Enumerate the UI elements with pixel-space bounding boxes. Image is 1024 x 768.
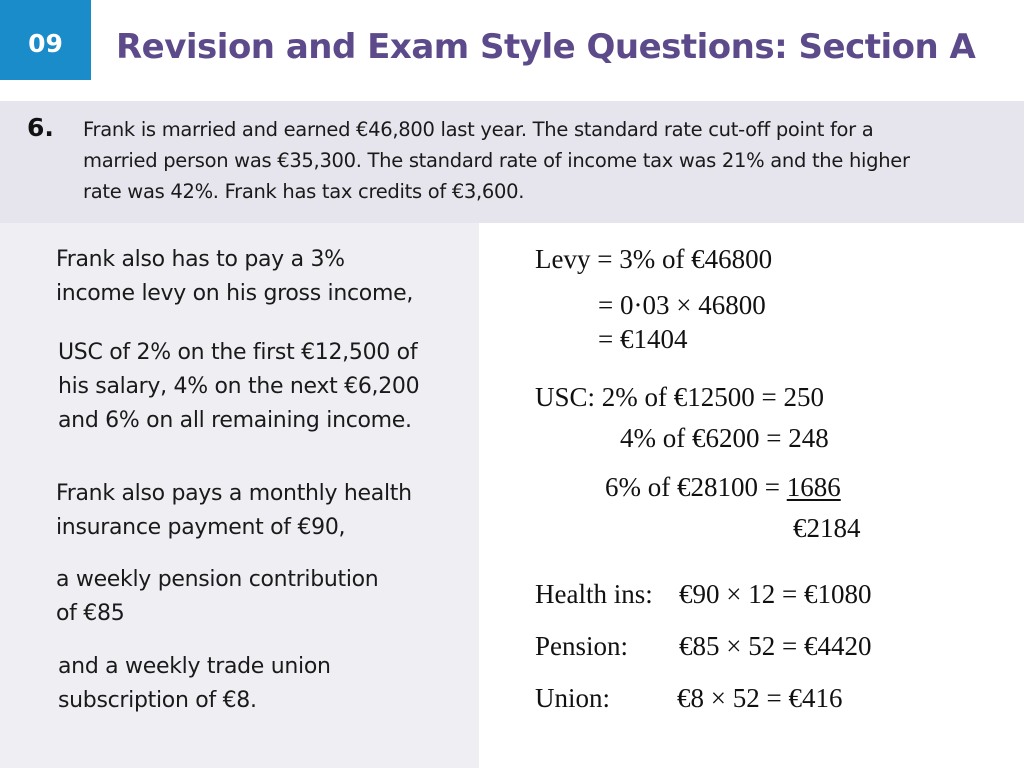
section-number: 09 bbox=[28, 28, 63, 58]
levy-note-line: Frank also has to pay a 3% bbox=[56, 247, 345, 272]
health-note-line: insurance payment of €90, bbox=[56, 515, 346, 540]
pension-label: Pension: bbox=[535, 631, 629, 661]
question-line: married person was €35,300. The standard rate of income tax was 21% and the higher bbox=[83, 149, 910, 172]
question-line: Frank is married and earned €46,800 last year. The standard rate cut-off point for a bbox=[83, 118, 874, 141]
usc-line-3-value: 1686 bbox=[786, 472, 841, 502]
union-note bbox=[58, 650, 331, 718]
usc-line-2: 4% of €6200 = 248 bbox=[620, 423, 829, 453]
usc-note-line: USC of 2% on the first €12,500 of bbox=[58, 340, 418, 365]
union-label: Union: bbox=[535, 683, 611, 713]
levy-line-2: = 0·03 × 46800 bbox=[598, 290, 766, 320]
question-text bbox=[83, 114, 993, 207]
levy-line-1: Levy = 3% of €46800 bbox=[535, 244, 773, 274]
health-label: Health ins: bbox=[535, 579, 653, 609]
health-note bbox=[56, 477, 412, 545]
levy-note bbox=[56, 243, 413, 311]
pension-note-line: a weekly pension contribution bbox=[56, 567, 379, 592]
levy-note-line: income levy on his gross income, bbox=[56, 281, 414, 306]
usc-note bbox=[58, 336, 419, 438]
pension-note bbox=[56, 563, 378, 631]
usc-note-line: and 6% on all remaining income. bbox=[58, 408, 412, 433]
union-note-line: subscription of €8. bbox=[58, 688, 257, 713]
usc-line-1: USC: 2% of €12500 = 250 bbox=[535, 382, 824, 412]
pension-calc: €85 × 52 = €4420 bbox=[679, 631, 872, 661]
usc-line-3-prefix: 6% of €28100 = bbox=[605, 472, 787, 502]
union-calc: €8 × 52 = €416 bbox=[677, 683, 843, 713]
page-title: Revision and Exam Style Questions: Section A bbox=[116, 27, 976, 67]
question-number: 6. bbox=[27, 113, 54, 142]
health-calc: €90 × 12 = €1080 bbox=[679, 579, 872, 609]
levy-line-3: = €1404 bbox=[598, 324, 688, 354]
question-line: rate was 42%. Frank has tax credits of €3,600. bbox=[83, 180, 525, 203]
usc-total: €2184 bbox=[793, 513, 861, 543]
usc-line-3 bbox=[605, 472, 841, 502]
health-note-line: Frank also pays a monthly health bbox=[56, 481, 412, 506]
section-badge bbox=[0, 0, 91, 80]
pension-note-line: of €85 bbox=[56, 601, 125, 626]
usc-note-line: his salary, 4% on the next €6,200 bbox=[58, 374, 420, 399]
union-note-line: and a weekly trade union bbox=[58, 654, 331, 679]
